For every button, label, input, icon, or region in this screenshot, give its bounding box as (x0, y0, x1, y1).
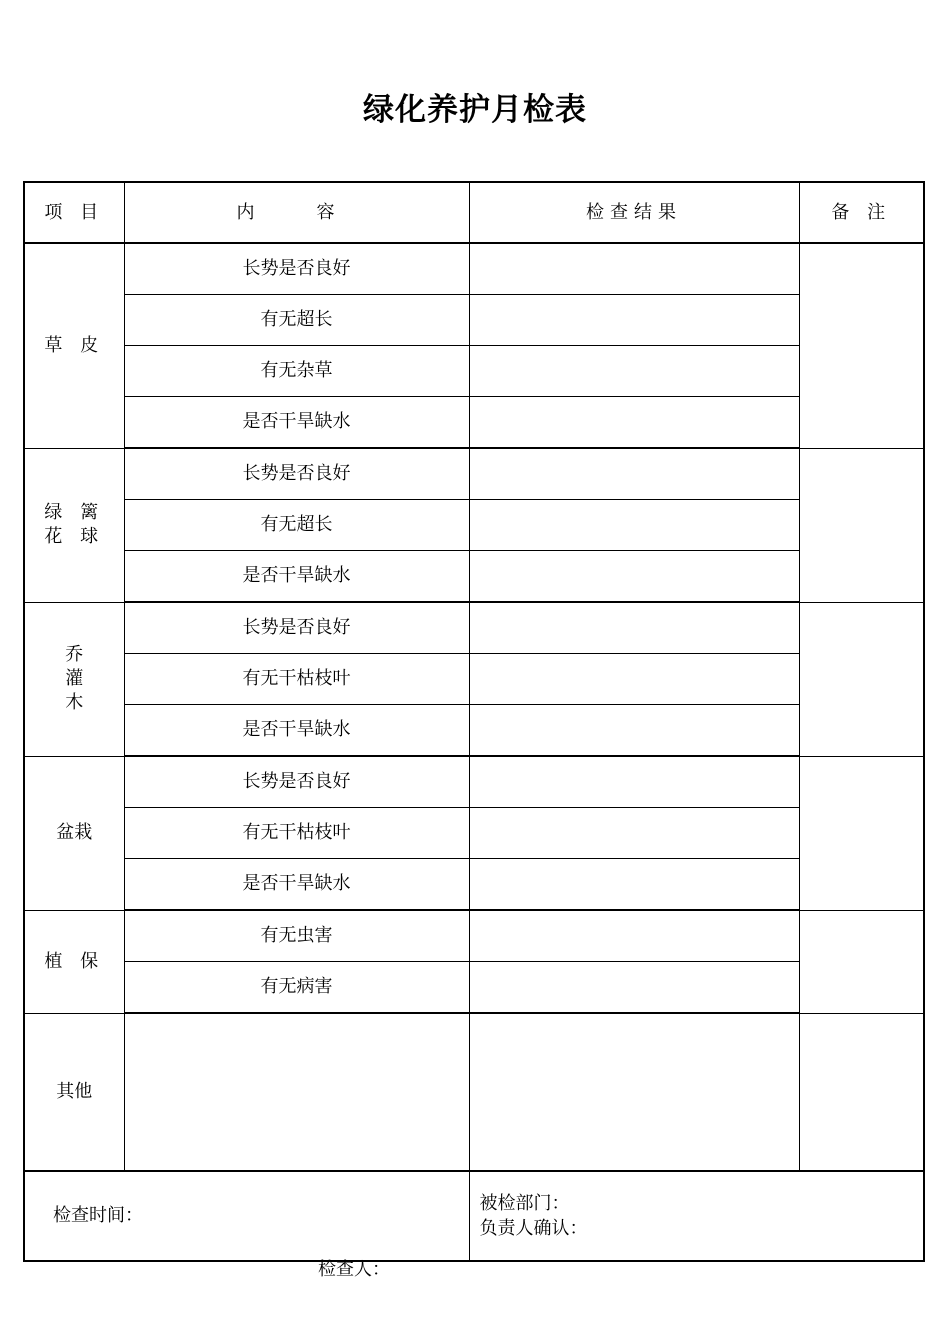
page-title: 绿化养护月检表 (363, 92, 587, 128)
result-cell[interactable] (469, 602, 799, 654)
check-item: 有无干枯枝叶 (124, 808, 469, 859)
inspection-table (23, 181, 925, 1262)
check-item: 是否干旱缺水 (124, 397, 469, 449)
remark-cell[interactable] (799, 243, 924, 448)
remark-cell[interactable] (799, 1013, 924, 1171)
check-item: 长势是否良好 (124, 448, 469, 500)
table-row (24, 295, 924, 346)
check-time-field[interactable]: 检查时间： (24, 1171, 469, 1261)
owner-confirm-label: 负责人确认： (479, 1218, 588, 1239)
check-item: 是否干旱缺水 (124, 551, 469, 603)
remark-cell[interactable] (799, 448, 924, 602)
result-cell[interactable] (469, 859, 799, 911)
check-item: 长势是否良好 (124, 602, 469, 654)
table-row (24, 756, 924, 808)
result-cell[interactable] (469, 243, 799, 295)
check-item: 是否干旱缺水 (124, 705, 469, 757)
result-cell[interactable] (469, 551, 799, 603)
result-cell[interactable] (469, 808, 799, 859)
table-row (24, 962, 924, 1014)
check-item: 有无超长 (124, 500, 469, 551)
dept-confirm-field[interactable] (469, 1171, 924, 1261)
group-other-label: 其他 (24, 1013, 124, 1171)
result-cell[interactable] (469, 654, 799, 705)
result-cell[interactable] (469, 962, 799, 1014)
group-protection-label: 植 保 (24, 910, 124, 1013)
group-hedge-label-line1: 绿 篱 (44, 502, 105, 523)
table-row (24, 808, 924, 859)
result-cell[interactable] (469, 295, 799, 346)
group-trees-label-line2: 灌 (65, 668, 84, 689)
group-trees-label-line1: 乔 (65, 644, 84, 665)
dept-label: 被检部门： (479, 1193, 570, 1214)
check-item: 长势是否良好 (124, 756, 469, 808)
check-item: 有无干枯枝叶 (124, 654, 469, 705)
result-cell[interactable] (469, 448, 799, 500)
header-item: 项 目 (24, 182, 124, 243)
table-row-other (24, 1013, 924, 1171)
table-row (24, 910, 924, 962)
table-row (24, 551, 924, 603)
result-cell[interactable] (469, 910, 799, 962)
inspector-label: 检查人： (318, 1259, 390, 1280)
group-lawn-label: 草 皮 (24, 243, 124, 448)
check-item: 有无超长 (124, 295, 469, 346)
group-potted-label: 盆栽 (24, 756, 124, 910)
table-row (24, 500, 924, 551)
table-row (24, 859, 924, 911)
header-content: 内 容 (124, 182, 469, 243)
other-content-cell[interactable] (124, 1013, 469, 1171)
header-result: 检查结果 (469, 182, 799, 243)
table-header-row (24, 182, 924, 243)
check-item: 有无杂草 (124, 346, 469, 397)
table-row (24, 705, 924, 757)
header-remark: 备 注 (799, 182, 924, 243)
check-item: 有无虫害 (124, 910, 469, 962)
table-row (24, 602, 924, 654)
table-row (24, 346, 924, 397)
group-hedge-label (24, 448, 124, 602)
table-footer-row (24, 1171, 924, 1261)
result-cell[interactable] (469, 397, 799, 449)
table-row (24, 654, 924, 705)
table-row (24, 243, 924, 295)
result-cell[interactable] (469, 756, 799, 808)
group-hedge-label-line2: 花 球 (44, 526, 105, 547)
table-row (24, 448, 924, 500)
result-cell[interactable] (469, 1013, 799, 1171)
result-cell[interactable] (469, 500, 799, 551)
remark-cell[interactable] (799, 910, 924, 1013)
remark-cell[interactable] (799, 602, 924, 756)
group-trees-label-line3: 木 (65, 692, 84, 713)
result-cell[interactable] (469, 705, 799, 757)
result-cell[interactable] (469, 346, 799, 397)
remark-cell[interactable] (799, 756, 924, 910)
table-row (24, 397, 924, 449)
group-trees-label (24, 602, 124, 756)
check-item: 是否干旱缺水 (124, 859, 469, 911)
check-item: 长势是否良好 (124, 243, 469, 295)
check-item: 有无病害 (124, 962, 469, 1014)
